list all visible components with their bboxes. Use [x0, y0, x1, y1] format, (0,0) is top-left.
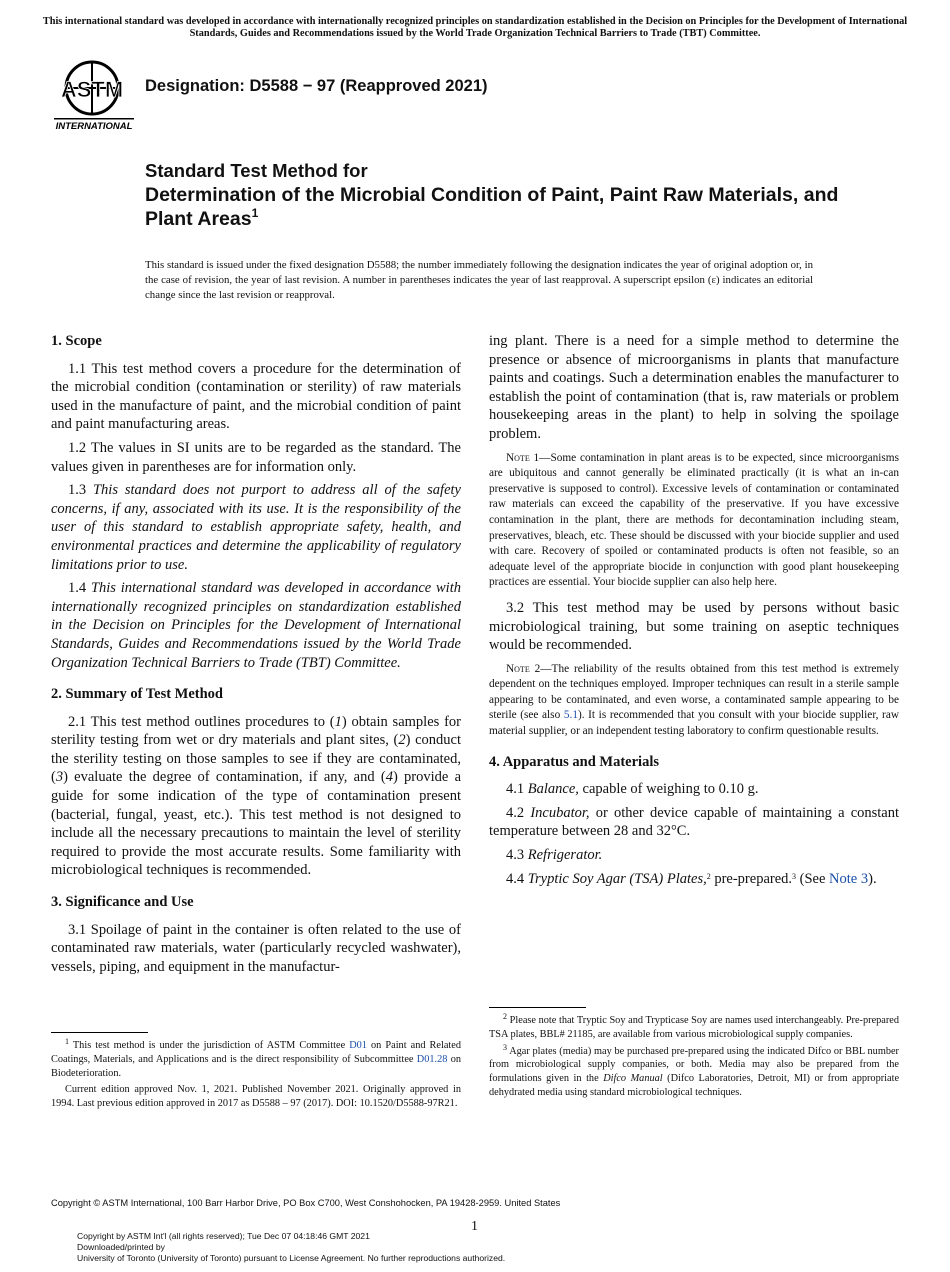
- designation: Designation: D5588 − 97 (Reapproved 2021): [145, 77, 488, 95]
- link-d01[interactable]: D01: [349, 1040, 367, 1051]
- logo-text: ASTM: [60, 77, 124, 102]
- footer-download-info: [77, 1231, 505, 1265]
- para-text: This international standard was developed in accordance with internationally recognized principles on standardization established in the Decision on Principles for the Development of International Standards, Guides and Recommendations issued by the World Trade Organization Technical Barriers to Trade (TBT) Committee.: [51, 580, 461, 671]
- title-footnote-ref[interactable]: 1: [251, 206, 259, 220]
- footnote-1: $^1$ This test method is under the jurisdiction of ASTM Committee D01 on Paint and Related Coatings, Materials, and Applications and is the direct responsibility of Subcommittee D01.28 on Biodeterioration.: [51, 1037, 462, 1079]
- para-4-2: 4.2 Incubator, or other device capable of maintaining a constant temperature between 28 and 32°C.: [489, 804, 900, 840]
- para-3-1-cont: ing plant. There is a need for a simple method to determine the presence or absence of microorganisms in plants that manufacture paints and coatings. Such a determination enables the manufacturer to establish the point of contamination (that is, raw materials or problem housekeeping areas in the plant) to help in solving the spoilage problem.: [489, 333, 899, 442]
- download-line-1: Copyright by ASTM Int'l (all rights reserved); Tue Dec 07 04:18:46 GMT 2021: [77, 1231, 370, 1241]
- left-column: [51, 332, 462, 1110]
- astm-logo: [52, 57, 136, 133]
- right-column: [489, 332, 900, 1098]
- para-3-1-start: 3.1 Spoilage of paint in the container is often related to the use of contaminated raw materials, water (particularly recycled washwater), vessels, piping, and equipment in the manufactur-: [51, 921, 461, 975]
- title-line2: Determination of the Microbial Condition of Paint, Paint Raw Materials, and Plant Areas: [145, 184, 839, 230]
- para-text: This standard does not purport to address all of the safety concerns, if any, associated with its use. It is the responsibility of the user of this standard to establish appropriate safety, health, and environmental practices and determine the applicability of regulatory limitations prior to use.: [51, 482, 461, 573]
- para-1-3: [51, 481, 461, 574]
- note-label: Note 1: [506, 451, 540, 464]
- section-3-heading: 3. Significance and Use: [51, 894, 194, 911]
- footnote-3: $^3$ Agar plates (media) may be purchased pre-prepared using the indicated Difco or BBL number from microbiological supply companies, or both. Media may also be prepared from the formulations given in the Difco Manual (Difco Laboratories, Detroit, MI) or from appropriate dehydrated media using standard microbiological techniques.: [489, 1042, 900, 1098]
- document-title: [145, 159, 865, 231]
- link-note-3[interactable]: Note 3: [829, 870, 869, 887]
- section-4-heading: 4. Apparatus and Materials: [489, 753, 659, 770]
- para-number: 1.4: [68, 580, 87, 597]
- para-3-2: 3.2 This test method may be used by persons without basic microbiological training, but some training on aseptic techniques would be recommended.: [489, 599, 899, 654]
- footer-copyright: Copyright © ASTM International, 100 Barr Harbor Drive, PO Box C700, West Conshohocken, PA 19428-2959. United States: [51, 1198, 561, 1208]
- para-4-4: 4.4 Tryptic Soy Agar (TSA) Plates,$^2$ pre-prepared.$^3$ (See Note 3).: [506, 870, 877, 887]
- note-1: Note 1—Some contamination in plant areas is to be expected, since microorganisms are ubiquitous and cannot generally be eliminated practically (it is what an in-can preservative is supposed to control). Excessive levels of contamination or contaminated raw materials can exceed the capability of the preservative. If you have excessive contamination in the plant, there are methods for decontamination including steam, preservatives, bleach, etc. These should be discussed with your biocide supplier and used with care. Recovery of spoiled or contaminated products is often not feasible, so an adequate level of the appropriate biocide in conjunction with good plant housekeeping practices are essential. Your biocide supplier can also help here.: [489, 451, 899, 589]
- note-label: Note 2: [506, 662, 541, 675]
- link-d01-28[interactable]: D01.28: [416, 1053, 448, 1065]
- top-notice: This international standard was developed in accordance with internationally recognized principles on standardization established in the Decision on Principles for the Development of International Standards, Guides and Recommendations issued by the World Trade Organization Technical Barriers to Trade (TBT) Committee.: [42, 16, 908, 39]
- logo-subtext: INTERNATIONAL: [55, 121, 133, 132]
- para-4-3: 4.3 Refrigerator.: [506, 847, 603, 864]
- left-footnotes: [51, 1032, 461, 1114]
- section-1-heading: 1. Scope: [51, 333, 102, 349]
- section-2-heading: 2. Summary of Test Method: [51, 686, 223, 703]
- intro-paragraph: This standard is issued under the fixed designation D5588; the number immediately following the designation indicates the year of original adoption or, in the case of revision, the year of last revision. A number in parentheses indicates the year of last reapproval. A superscript epsilon (ε) indicates an editorial change since the last revision or reapproval.: [145, 259, 813, 301]
- note-2: Note 2—The reliability of the results obtained from this test method is extremely dependent on the techniques employed. Improper techniques can result in a sterile sample appearing to be contaminated, and even worse, a contaminated sample appearing to be sterile (see also 5.1). It is recommended that you consult with your biocide supplier, raw material supplier, or an independent testing laboratory to confirm questionable results.: [489, 662, 899, 738]
- footnote-rule: [51, 1032, 148, 1033]
- download-line-3: University of Toronto (University of Toronto) pursuant to License Agreement. No further reproductions authorized.: [77, 1253, 506, 1264]
- para-1-2: 1.2 The values in SI units are to be regarded as the standard. The values given in parentheses are for information only.: [51, 439, 461, 475]
- para-2-1: 2.1 This test method outlines procedures to (1) obtain samples for sterility testing from wet or dry materials and plant sites, (2) conduct the sterility testing on those samples to see if they are contaminated, (3) evaluate the degree of contamination, if any, and (4) provide a guide for some indication of the type of contamination present (bacterial, fungal, yeast, etc.). This test method is not designed to include all the necessary precautions to maintain the level of sterility required to provide the most accurate results. Some familiarity with microbiological techniques is recommended.: [51, 713, 462, 879]
- para-1-4: [51, 579, 461, 672]
- footnote-rule: [489, 1007, 586, 1008]
- title-line1: Standard Test Method for: [145, 160, 368, 181]
- para-1-1: 1.1 This test method covers a procedure for the determination of the microbial condition (contamination or sterility) of raw materials used in the manufacture of paint, and the microbial condition of paint and paint manufacturing areas.: [51, 360, 461, 433]
- page-number: 1: [471, 1219, 478, 1234]
- para-number: 1.3: [68, 482, 87, 499]
- edition-info: Current edition approved Nov. 1, 2021. Published November 2021. Originally approved in 1994. Last previous edition approved in 2017 as D5588 – 97 (2017). DOI: 10.1520/D5588-97R21.: [51, 1084, 461, 1110]
- para-4-1: 4.1 Balance, capable of weighing to 0.10 g.: [506, 781, 759, 798]
- download-line-2: Downloaded/printed by: [77, 1242, 165, 1253]
- footnote-2: $^2$ Please note that Tryptic Soy and Trypticase Soy are names used interchangeably. Pre-prepared TSA plates, BBL# 21185, are available from various microbiological supply companies.: [489, 1012, 899, 1040]
- right-footnotes: [489, 1007, 899, 1103]
- link-5-1[interactable]: 5.1: [563, 709, 578, 722]
